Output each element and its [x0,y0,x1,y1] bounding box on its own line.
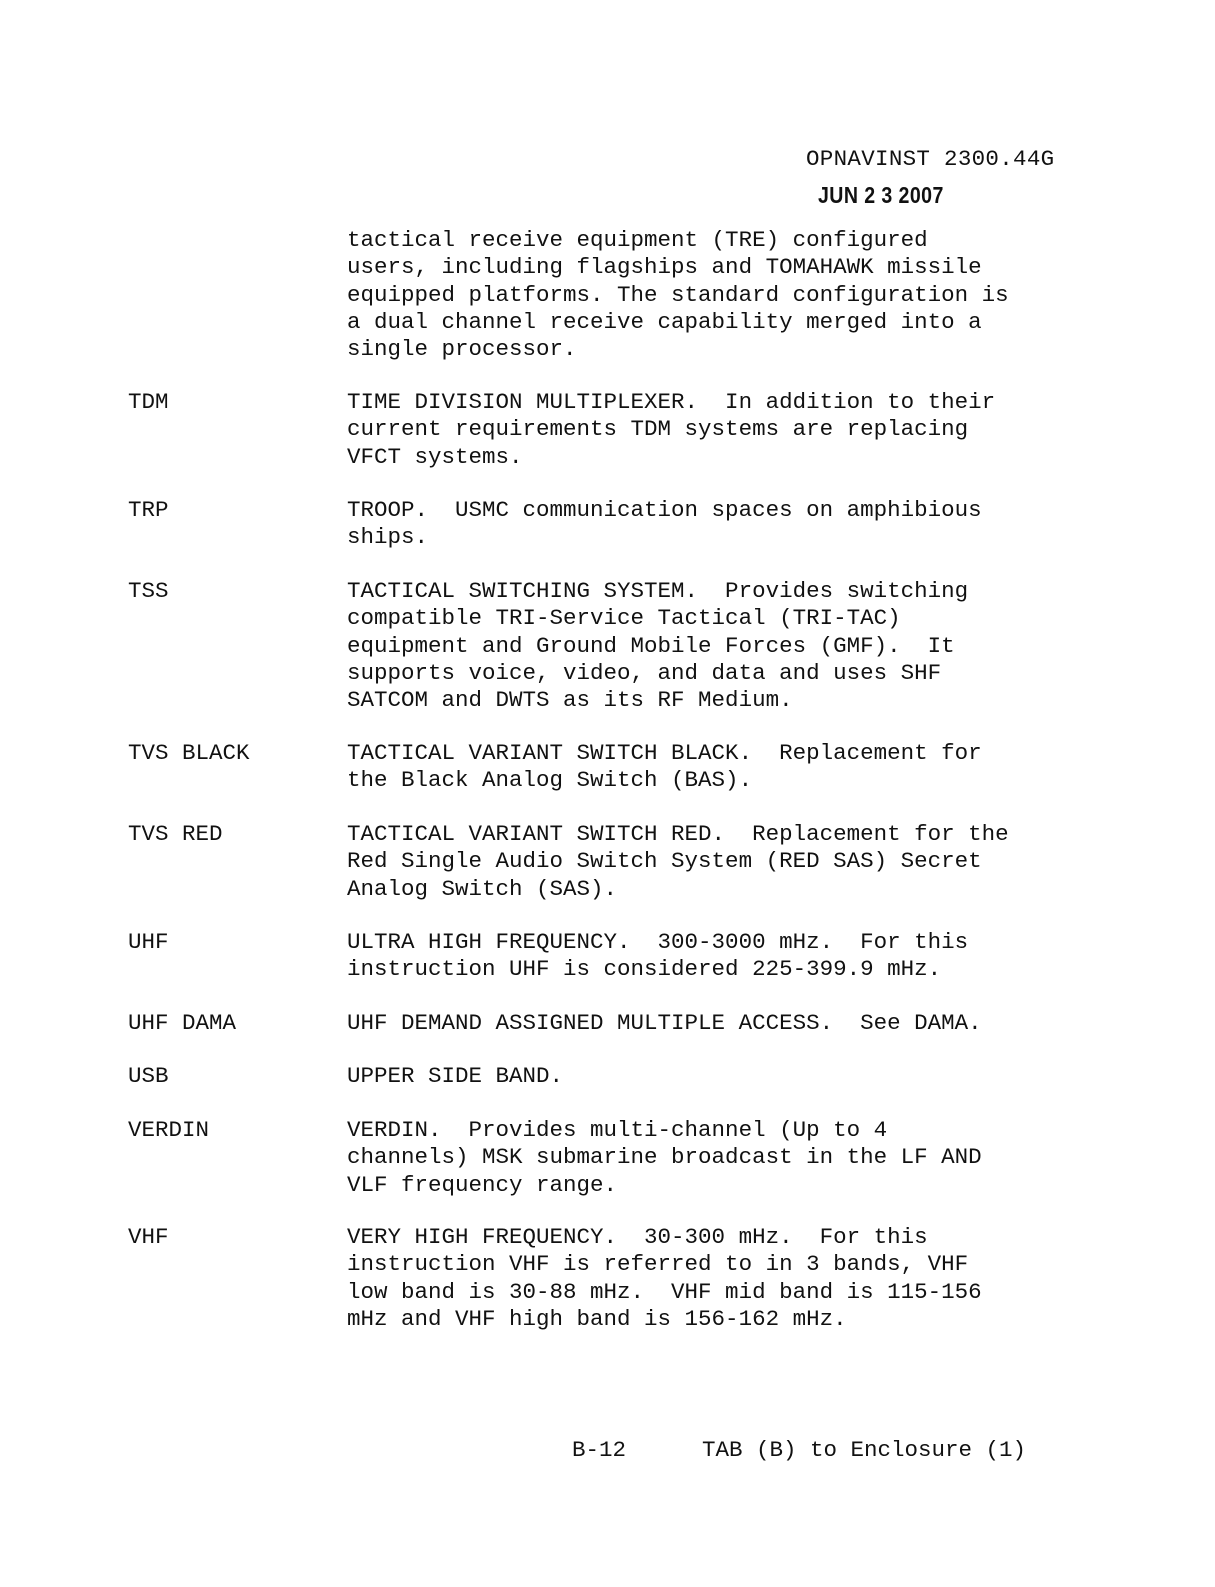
definition-line: VFCT systems. [347,443,523,470]
definition-line: TROOP. USMC communication spaces on amphibious [347,497,982,523]
definition-line: current requirements TDM systems are replacing [347,416,969,443]
glossary-definition-tvs-red [347,821,1077,903]
definition-line: channels) MSK submarine broadcast in the LF AND [347,1144,982,1171]
definition-line: SATCOM and DWTS as its RF Medium. [347,687,793,714]
glossary-definition-usb [347,1063,1077,1090]
glossary-definition-verdin [347,1117,1077,1199]
definition-line: compatible TRI-Service Tactical (TRI-TAC) [347,605,901,632]
definition-line: Red Single Audio Switch System (RED SAS) Secret [347,848,982,875]
definition-line: VLF frequency range. [347,1171,618,1198]
glossary-term-usb: USB [128,1063,169,1089]
glossary-term-tvs-red: TVS RED [128,821,223,847]
definition-line: mHz and VHF high band is 156-162 mHz. [347,1305,847,1332]
definition-line: instruction VHF is referred to in 3 bands, VHF [347,1251,969,1278]
continued-definition [347,227,1077,363]
definition-line: VERDIN. Provides multi-channel (Up to 4 [347,1117,888,1143]
glossary-term-trp: TRP [128,497,169,523]
glossary-definition-vhf [347,1224,1077,1333]
definition-line: instruction UHF is considered 225-399.9 mHz. [347,956,942,983]
glossary-term-verdin: VERDIN [128,1117,210,1143]
definition-line: users, including flagships and TOMAHAWK missile [347,254,982,281]
glossary-term-uhf-dama: UHF DAMA [128,1010,237,1036]
definition-line: ships. [347,524,429,551]
definition-line: TIME DIVISION MULTIPLEXER. In addition to their [347,389,996,415]
glossary-term-vhf: VHF [128,1224,169,1250]
definition-line: Analog Switch (SAS). [347,875,618,902]
glossary-definition-tss [347,578,1077,714]
definition-line: low band is 30-88 mHz. VHF mid band is 115-156 [347,1278,982,1305]
definition-line: supports voice, video, and data and uses SHF [347,659,942,686]
definition-line: single processor. [347,336,577,363]
definition-line: UHF DEMAND ASSIGNED MULTIPLE ACCESS. See DAMA. [347,1010,982,1036]
glossary-term-tvs-black: TVS BLACK [128,740,250,766]
glossary-term-tdm: TDM [128,389,169,415]
definition-line: TACTICAL VARIANT SWITCH RED. Replacement for the [347,821,1009,847]
page-number: B-12 [572,1437,627,1463]
definition-line: VERY HIGH FREQUENCY. 30-300 mHz. For this [347,1224,928,1250]
definition-line: TACTICAL VARIANT SWITCH BLACK. Replacement for [347,740,982,766]
definition-line: equipment and Ground Mobile Forces (GMF). It [347,632,955,659]
glossary-definition-trp [347,497,1077,552]
definition-line: tactical receive equipment (TRE) configured [347,227,928,253]
definition-line: equipped platforms. The standard configuration is [347,281,1009,308]
glossary-term-tss: TSS [128,578,169,604]
glossary-definition-uhf-dama [347,1010,1077,1037]
definition-line: UPPER SIDE BAND. [347,1063,564,1089]
glossary-definition-uhf [347,929,1077,984]
definition-line: the Black Analog Switch (BAS). [347,767,753,794]
definition-line: ULTRA HIGH FREQUENCY. 300-3000 mHz. For this [347,929,969,955]
glossary-definition-tvs-black [347,740,1077,795]
glossary-term-uhf: UHF [128,929,169,955]
tab-reference: TAB (B) to Enclosure (1) [702,1437,1027,1463]
definition-line: TACTICAL SWITCHING SYSTEM. Provides switching [347,578,969,604]
date-stamp: JUN 2 3 2007 [818,182,944,208]
definition-line: a dual channel receive capability merged into a [347,308,982,335]
document-identifier: OPNAVINST 2300.44G [806,146,1055,172]
glossary-definition-tdm [347,389,1077,471]
